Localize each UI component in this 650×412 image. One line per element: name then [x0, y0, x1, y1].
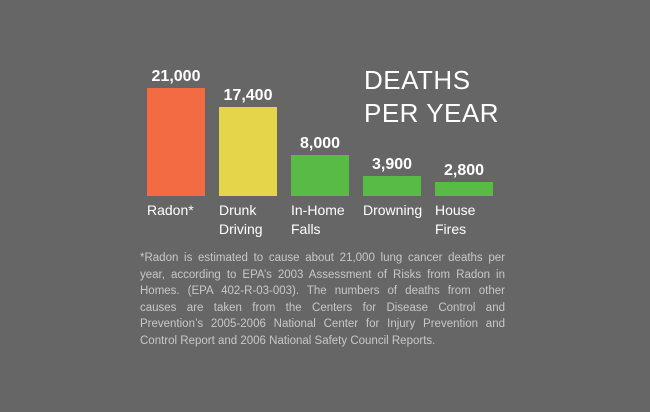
bar-value-label: 3,900 — [371, 156, 413, 173]
category-label: House — [435, 202, 476, 218]
bar — [147, 88, 205, 196]
category-label: Drowning — [363, 202, 423, 218]
bar — [219, 107, 277, 196]
chart-title-line: DEATHS — [364, 65, 471, 95]
category-label: Falls — [291, 221, 321, 237]
bar-value-label: 8,000 — [299, 135, 341, 152]
chart-title-line: PER YEAR — [364, 98, 500, 128]
bar-value-label: 2,800 — [443, 162, 485, 179]
category-label: Fires — [435, 221, 467, 237]
category-label: Drunk — [219, 202, 257, 218]
bar — [435, 182, 493, 196]
bar-value-label: 21,000 — [151, 68, 201, 85]
bar — [291, 155, 349, 196]
bar-value-label: 17,400 — [223, 87, 273, 104]
chart-title — [364, 65, 499, 128]
bar — [363, 176, 421, 196]
footnote: *Radon is estimated to cause about 21,000 lung cancer deaths per year, according to EPA’s 2003 Assessment of Risks from Radon in Homes. (EPA 402-R-03-003). The numbers of deaths from other causes are taken from the Centers for Disease Control and Prevention’s 2005-2006 National Center for Injury Prevention and Control Report and 2006 National Safety Council Reports. — [140, 252, 505, 347]
category-label: Radon* — [147, 202, 194, 218]
category-label: In-Home — [291, 202, 345, 218]
category-label: Driving — [219, 221, 263, 237]
